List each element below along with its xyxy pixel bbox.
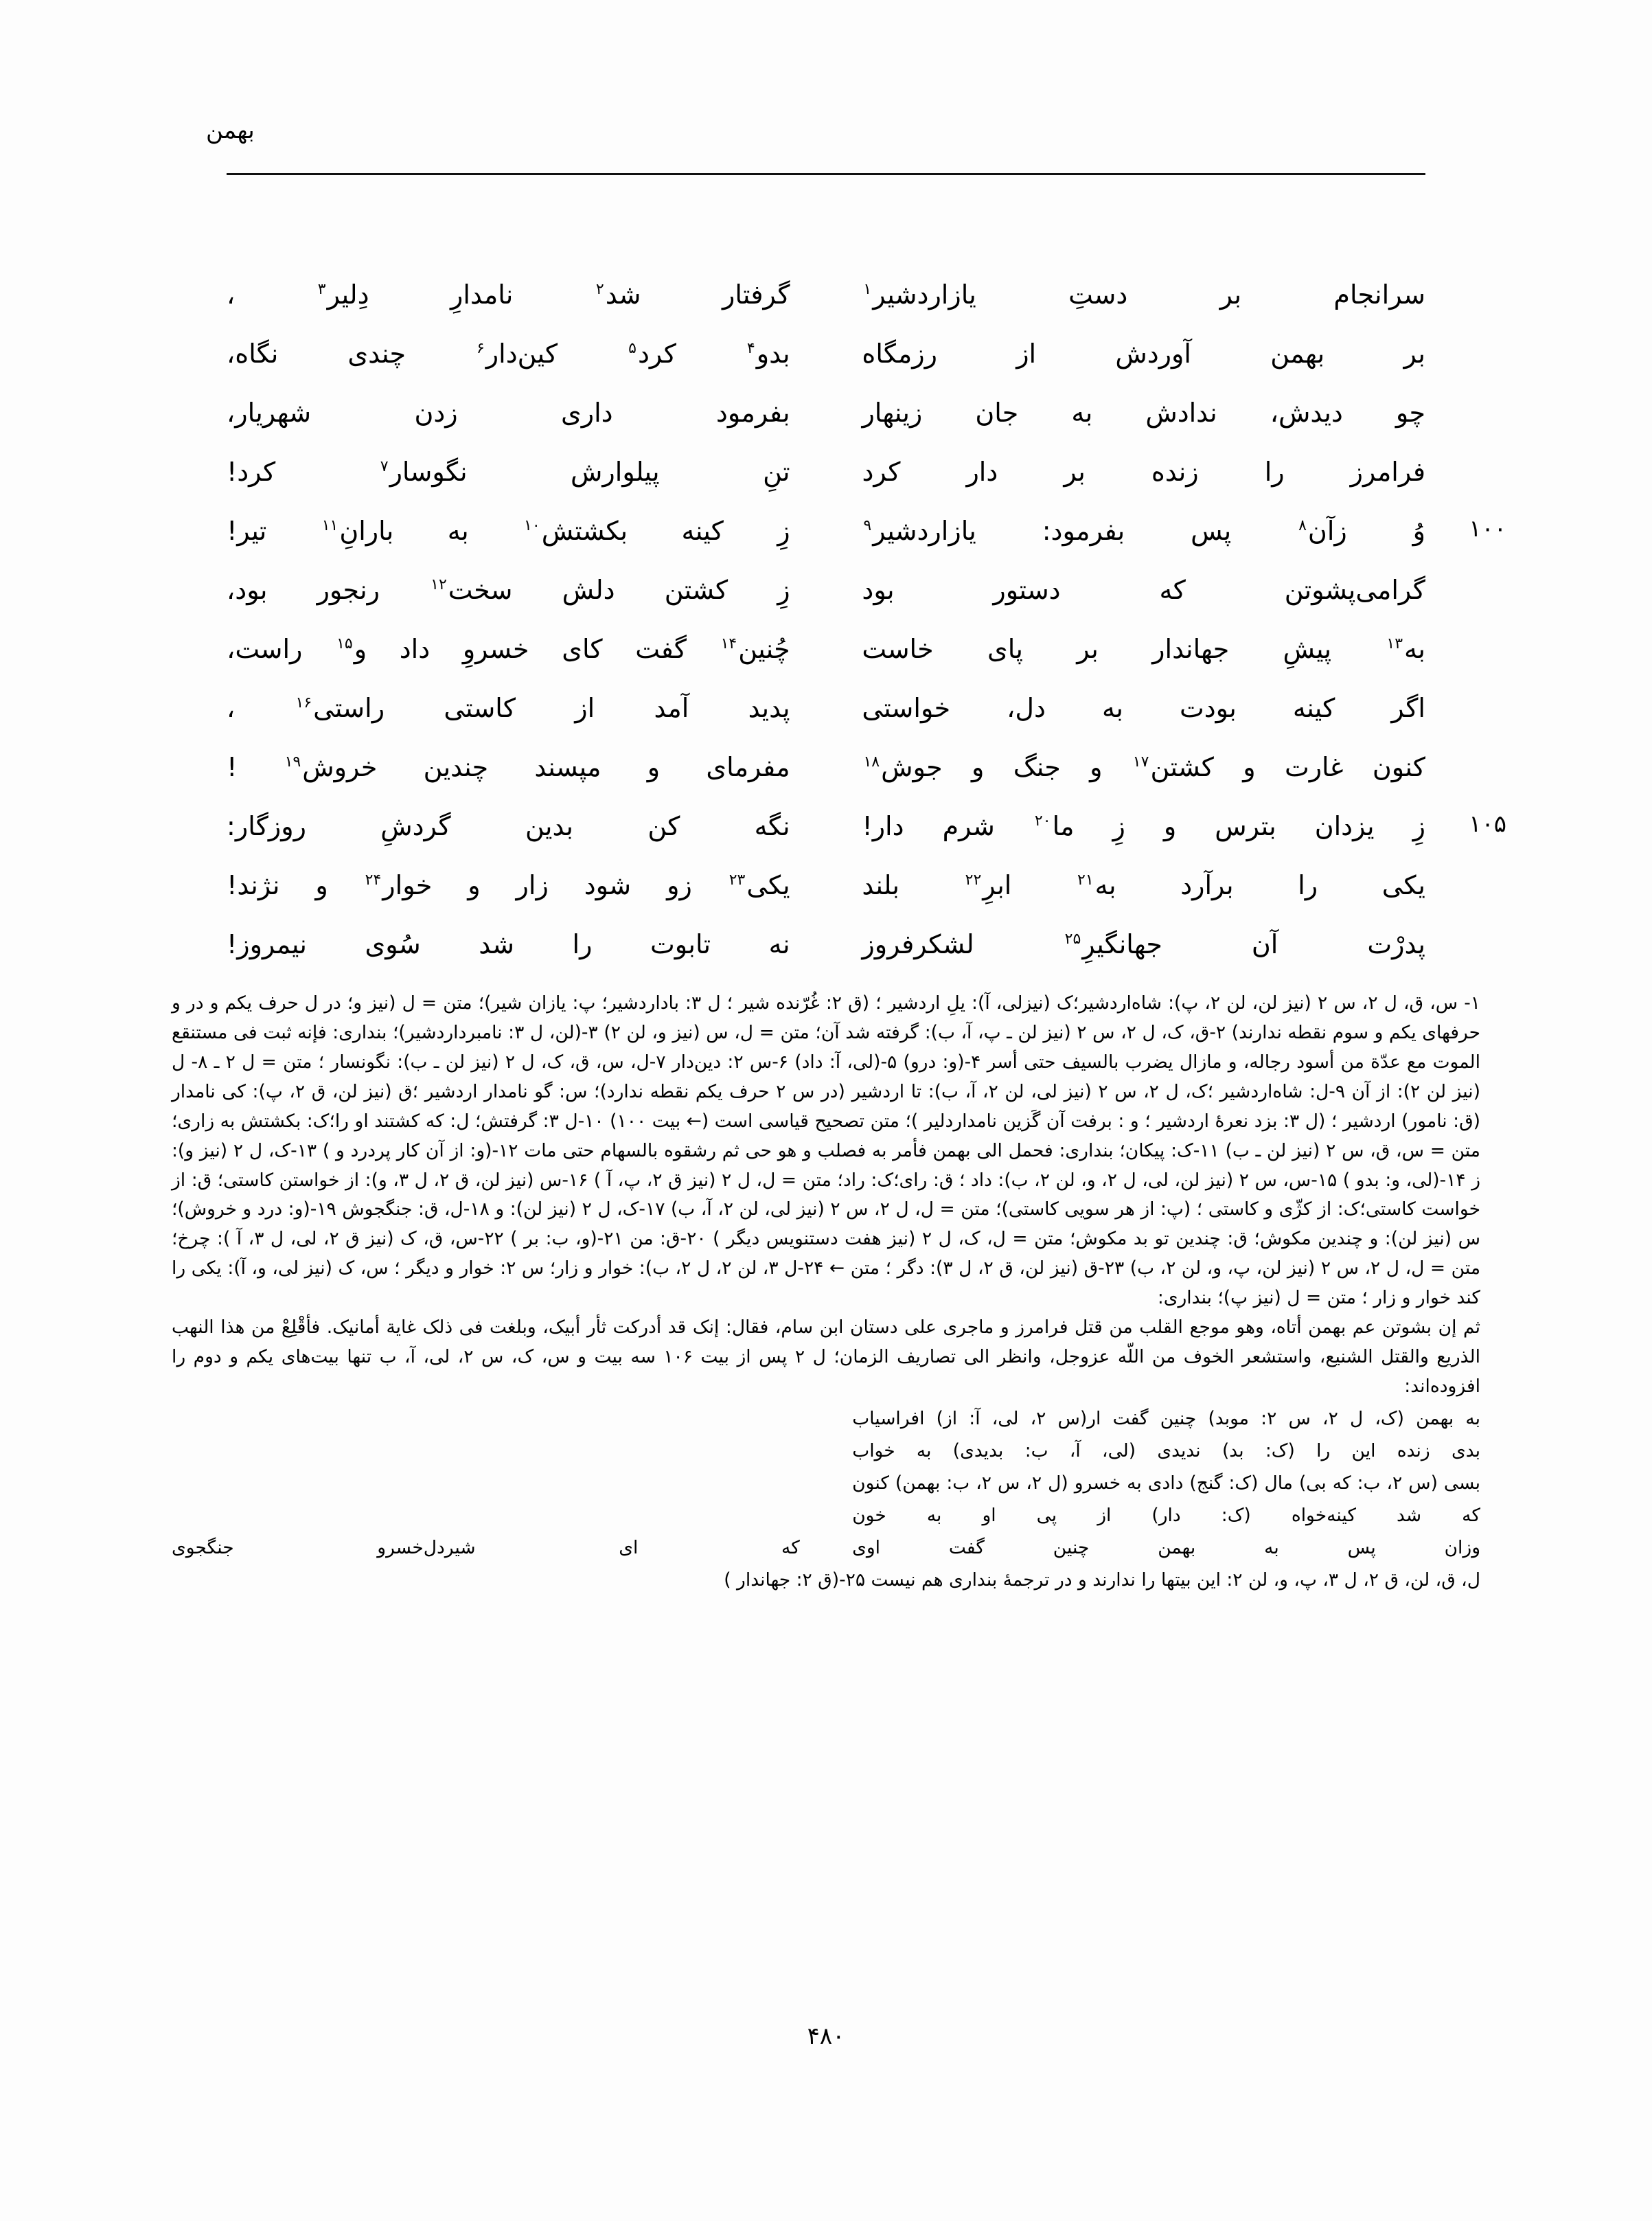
verse-couplet (227, 452, 1425, 494)
verse-word: دار! (862, 811, 904, 841)
apparatus-word: آ، (1069, 1439, 1081, 1461)
verse-word: پدرْت (1367, 929, 1425, 959)
verse-couplet (227, 629, 1425, 672)
verse-word: زنده (1151, 457, 1199, 487)
verse-word: و (1163, 811, 1177, 841)
apparatus-word: بد) (1221, 1439, 1244, 1461)
apparatus-word: کینه‌خواه (1291, 1504, 1356, 1526)
verse-word: که (1159, 575, 1186, 605)
verse-word: چو (1395, 398, 1425, 428)
verse-word: بود (862, 575, 895, 605)
verse-word: یکی$^{۲۳}$ (729, 870, 790, 900)
apparatus-hemistich-left (172, 1469, 800, 1499)
hemistich-left (227, 747, 790, 788)
apparatus-word: افراسیاب (852, 1407, 925, 1429)
hemistich-left (227, 806, 790, 847)
apparatus-word: دار) (1151, 1504, 1181, 1526)
variant-marker: ۱۹ (284, 753, 301, 771)
verse-word: دِلیر$^۳$ (317, 280, 369, 310)
verse-word: خوار$^{۲۴}$ (365, 870, 433, 900)
verse-word: آمد (654, 693, 689, 723)
verse-couplet (227, 275, 1425, 317)
verse-word: زِ (777, 575, 790, 605)
variant-marker: ۱۸ (863, 753, 880, 771)
verse-word: از (1016, 339, 1037, 369)
apparatus-hemistich-right (852, 1534, 1480, 1563)
verse-word: دیدش، (1270, 398, 1343, 428)
verse-word: ندادش (1145, 398, 1217, 428)
apparatus-word: ب: (1024, 1439, 1048, 1461)
apparatus-word: بسی (1443, 1472, 1480, 1494)
hemistich-left (227, 570, 790, 611)
variant-marker: ۲۰ (1034, 812, 1051, 830)
verse-word: نگوسار$^۷$ (380, 457, 468, 487)
verse-word: گرامی‌پشوتن (1284, 575, 1425, 605)
verse-word: به (1071, 398, 1093, 428)
hemistich-left (227, 334, 790, 374)
apparatus-word: بدی (1451, 1439, 1480, 1461)
verse-word: پیشِ (1283, 634, 1332, 664)
verse-word: و$^{۱۵}$ (336, 634, 367, 664)
apparatus-entry: ل، ق، لن، ق ۲، ل ۳، پ، و، لن ۲: این بیتها را ندارند و در ترجمهٔ بنداری هم نیست ۲۵-(ق ۲: جهاندار ) (724, 1569, 1480, 1591)
variant-marker: ۳ (317, 281, 326, 299)
apparatus-word: ۲، (1386, 1472, 1403, 1494)
variant-marker: ۲۵ (1064, 931, 1081, 948)
verse-word: دستور (993, 575, 1061, 605)
apparatus-word: ۲، (1030, 1407, 1046, 1429)
hemistich-left (227, 452, 790, 492)
verse-word: شرم (942, 811, 995, 841)
verse-word: داد (399, 634, 431, 664)
verse-couplet (227, 924, 1425, 967)
verse-word: سرانجام (1333, 280, 1425, 310)
variant-marker: ۲۱ (1077, 872, 1094, 889)
apparatus-word: به (1264, 1536, 1279, 1558)
verse-word: راستی$^{۱۶}$ (295, 693, 385, 723)
verse-word: نیمروز! (227, 929, 307, 959)
verse-word: کینه (681, 516, 724, 546)
verse-couplet (227, 688, 1425, 731)
verse-word: زِ (1112, 811, 1125, 841)
apparatus-word: زنده (1397, 1439, 1430, 1461)
apparatus-word: ۲، (976, 1472, 991, 1494)
verse-word: وُ (1412, 516, 1425, 546)
apparatus-word: ب: (946, 1472, 970, 1494)
apparatus-word: (ک: (1221, 1504, 1251, 1526)
verse-couplet (227, 865, 1425, 908)
folio-number: ۴۸۰ (807, 2023, 845, 2050)
verse-word: کرد! (227, 457, 276, 487)
verse-word: ، (227, 280, 236, 310)
apparatus-word: ۲: (1261, 1407, 1277, 1429)
verse-word: سُوی (365, 929, 421, 959)
variant-marker: ۱۰ (524, 517, 540, 535)
verse-word: زینهار (862, 398, 923, 428)
variant-marker: ۱۳ (1386, 635, 1403, 653)
verse-word: جهانگیرِ$^{۲۵}$ (1064, 929, 1162, 959)
verse-word: را (572, 929, 593, 959)
hemistich-right (862, 806, 1425, 847)
hemistich-right (862, 334, 1425, 374)
verse-word: بفرمود (715, 398, 790, 428)
apparatus-word: ل (1349, 1407, 1364, 1429)
verse-word: کینه (1292, 693, 1335, 723)
hemistich-left (227, 629, 790, 670)
verse-word: بترس (1215, 811, 1276, 841)
hemistich-left (227, 924, 790, 965)
verse-word: را (1264, 457, 1285, 487)
verse-word: بر (1403, 339, 1425, 369)
apparatus-word: بی) (1298, 1472, 1327, 1494)
apparatus-word: را (1316, 1439, 1331, 1461)
verse-word: به$^{۲۱}$ (1077, 870, 1116, 900)
apparatus-word: دادی (1147, 1472, 1184, 1494)
verse-word: راست، (227, 634, 303, 664)
verse-word: به$^{۱۳}$ (1386, 634, 1425, 664)
verse-word: نه (768, 929, 790, 959)
variant-marker: ۱۷ (1132, 753, 1149, 771)
apparatus-word: این (1351, 1439, 1376, 1461)
apparatus-word: چنین (1160, 1407, 1197, 1429)
verse-word: بفرمود: (1042, 516, 1125, 546)
verse-word: یازاردشیر$^۱$ (863, 280, 976, 310)
verse-word: ابرِ$^{۲۲}$ (965, 870, 1012, 900)
verse-word: کرد$^۵$ (628, 339, 676, 369)
apparatus-word: جنگجوی (172, 1536, 234, 1558)
apparatus-word: گفت (1112, 1407, 1149, 1429)
verse-line-number: ۱۰۵ (1469, 810, 1506, 838)
variant-marker: ۱ (863, 281, 872, 299)
apparatus-word: کنون (852, 1472, 889, 1494)
verse-word: نامدارِ (450, 280, 514, 310)
apparatus-word: وزان (1444, 1536, 1480, 1558)
variant-marker: ۱۶ (295, 694, 312, 712)
verse-word: جان (975, 398, 1019, 428)
verse-word: ، (227, 693, 236, 723)
hemistich-left (227, 511, 790, 551)
verse-word: گردشِ (380, 811, 451, 841)
apparatus-word: به (916, 1439, 932, 1461)
variant-marker: ۴ (746, 340, 755, 358)
verse-word: بر (1219, 280, 1242, 310)
verse-word: دلش (562, 575, 615, 605)
apparatus-word: خون (852, 1504, 886, 1526)
hemistich-right (862, 865, 1425, 906)
verse-word: بود، (227, 575, 268, 605)
variant-marker: ۲۳ (729, 872, 746, 889)
verse-word: نگاه، (227, 339, 279, 369)
verse-word: رنجور (317, 575, 380, 605)
verse-couplet (227, 747, 1425, 790)
apparatus-word: بدیدی) (952, 1439, 1004, 1461)
apparatus-word: ب: (1357, 1472, 1381, 1494)
apparatus-word: که (781, 1536, 800, 1558)
apparatus-word: (ل (1048, 1472, 1068, 1494)
apparatus-word: (س (1408, 1472, 1438, 1494)
verse-word: خسروِ (462, 634, 529, 664)
verse-word: فرامرز (1350, 457, 1425, 487)
apparatus-word: به (926, 1504, 942, 1526)
verse-word: زدن (414, 398, 458, 428)
verse-word: لشکرفروز (862, 929, 974, 959)
variant-marker: ۱۵ (336, 635, 353, 653)
variant-marker: ۵ (628, 340, 636, 358)
apparatus-entry: ۱- س، ق، ل ۲، س ۲ (نیز لن، لن ۲، پ): شاه‌اردشیر؛ک (نیزلی، آ): یلِ اردشیر ؛ (ق ۲: غُرّنده شیر ؛ ل ۳: باداردشیر؛ پ: یازان شیر)؛ متن = ل (نیز و؛ در ل حرف یکم و در و حرفهای یکم و سوم نقطه ندارند) ۲-ق، ک، ل ۲، س ۲ (نیز لن ـ پ، آ، ب): گرفته شد آن؛ متن = ل، س (نیز و، لن ۲) ۳-(لن، ل ۳: نامبرداردشیر)؛ بنداری: فإنه ثبت فی مستنقع الموت مع عدّة من أسود رجاله، و مازال یضرب بالسیف حتی أسر ۴-(و: درو) ۵-(لی، آ: داد) ۶-س ۲: دین‌دار ۷-ل، س، ق، ک، ل ۲ (نیز لن ـ ب): نگونسار ؛ متن = ل ۲ ـ ۸- ل (نیز لن ۲): از آن ۹-ل: شاه‌اردشیر ؛ک، ل ۲، س ۲ (نیز لی، لن ۲، آ، ب): تا اردشیر (در س ۲ حرف یکم نقطه ندارد)؛ س: گو نامدار اردشیر ؛ق (نیز لن، ق ۲، پ): کی نامدار (ق: نامور) اردشیر ؛ (ل ۳: بزد نعرهٔ اردشیر ؛ و : برفت آن گَزین نامداردلیر )؛ متن تصحیح قیاسی است (← بیت ۱۰۰) ۱۰-ل ۳: گرفتش؛ ل: که کشتند او را؛ک: بکشتش به زاری؛ متن = س، ق، س ۲ (نیز لن ـ ب) ۱۱-ک: پیکان؛ بنداری: فحمل الی بهمن فأمر به فصلب و هو حی ثم رشقوه بالسهام حتی مات ۱۲-(و: از آن کار پردرد و ) ۱۳-ک، ل ۲ (نیز و): ز ۱۴-(لی، و: بدو ) ۱۵-س، س ۲ (نیز لن، لی، ل ۲، و، لن ۲، ب): داد ؛ ق: رای؛ک: راد؛ متن = ل، ل ۲ (نیز ق ۲، پ، آ ) ۱۶-س (نیز لن، ق ۲، ل ۳، و): از خواستن کاستی؛ ق: از خواست کاستی؛ک: از کژّی و کاستی ؛ (پ: از هر سویی کاستی)؛ متن = ل، ل ۲، س ۲ (نیز لی، لن ۲، آ، ب) ۱۷-ک، ل ۲ (نیز لن): و ۱۸-ل، ق: جنگجوش ۱۹-(و: درد و خروش)؛ س (نیز لن): و چندین مکوش؛ ق: چندین تو بد مکوش؛ متن = ل، ک، ل ۲ (نیز هفت دستنویس دیگر ) ۲۰-ق: من ۲۱-(و، ب: بر ) ۲۲-س، ق، ک (نیز ق ۲، لی، ل ۳، آ ): چرخ؛ متن = ل، ل ۲، س ۲ (نیز لن، پ، و، لن ۲، ب) ۲۳-ق (نیز لن، ق ۲، ل ۳): دگر ؛ متن ← ۲۴-ل ۳، لن ۲، ل ۲، ب): خوار و زار؛ س ۲: خوار و دیگر ؛ س، ک (نیز لی، و، آ): یکی را کند خوار و زار ؛ متن = ل (نیز پ)؛ بنداری: (172, 992, 1481, 1309)
hemistich-right (862, 275, 1425, 315)
apparatus-word: بهمن (1158, 1536, 1196, 1558)
apparatus-criticus (172, 989, 1480, 1595)
apparatus-word: گفت (948, 1536, 985, 1558)
verse-word: چندی (347, 339, 406, 369)
variant-marker: ۷ (380, 458, 389, 476)
variant-marker: ۶ (476, 340, 485, 358)
verse-word: جهاندار (1152, 634, 1230, 664)
apparatus-word: ندیدی (1157, 1439, 1201, 1461)
apparatus-word: شد (1397, 1504, 1422, 1526)
verse-word: کشتن$^{۱۷}$ (1132, 752, 1214, 782)
apparatus-word: او (982, 1504, 996, 1526)
verse-couplet (227, 511, 1506, 554)
verse-word: بر (1064, 457, 1086, 487)
verse-word: زار (516, 870, 549, 900)
verse-word: کن (647, 811, 680, 841)
verse-word: کین‌دار$^۶$ (476, 339, 558, 369)
apparatus-couplet (172, 1534, 1480, 1563)
apparatus-word: آ: (969, 1407, 980, 1429)
apparatus-word: ۲، (1322, 1407, 1338, 1429)
hemistich-left (227, 393, 790, 433)
apparatus-word: پس (1347, 1536, 1376, 1558)
apparatus-hemistich-left (172, 1534, 800, 1563)
verse-word: نگه (754, 811, 790, 841)
verse-word: گرفتار (722, 280, 790, 310)
verse-couplet (227, 393, 1425, 435)
apparatus-word: (ک: (1265, 1439, 1295, 1461)
apparatus-word: اوی (852, 1536, 881, 1558)
apparatus-word: ار(س (1057, 1407, 1101, 1429)
verse-word: پس (1191, 516, 1232, 546)
verse-word: بهمن (1270, 339, 1325, 369)
verse-word: ما$^{۲۰}$ (1034, 811, 1075, 841)
verse-word: رزمگاه (862, 339, 937, 369)
apparatus-hemistich-right (852, 1404, 1480, 1434)
verse-word: یازاردشیر$^۹$ (863, 516, 976, 546)
verse-word: تنِ (763, 457, 790, 487)
apparatus-word: شیردل‌خسرو (377, 1536, 476, 1558)
variant-marker: ۱۱ (321, 517, 339, 535)
apparatus-hemistich-right (852, 1501, 1480, 1531)
verse-word: تابوت (650, 929, 711, 959)
verse-word: یزدان (1314, 811, 1375, 841)
verse-word: برآرد (1180, 870, 1234, 900)
verse-word: غارت (1284, 752, 1344, 782)
verse-word: از (575, 693, 595, 723)
verse-word: روزگار: (227, 811, 306, 841)
apparatus-word: لی، (991, 1407, 1019, 1429)
verse-word: ! (227, 752, 238, 782)
hemistich-right (862, 688, 1425, 729)
verse-word: بدو$^۴$ (746, 339, 790, 369)
variant-marker: ۲۲ (965, 872, 982, 889)
verse-word: بکشتش$^{۱۰}$ (524, 516, 628, 546)
hemistich-right (862, 511, 1425, 551)
verse-word: شد (479, 929, 514, 959)
verse-word: و (971, 752, 985, 782)
hemistich-right (862, 393, 1425, 433)
verse-word: خروش$^{۱۹}$ (284, 752, 378, 782)
verse-word: را (1298, 870, 1318, 900)
verse-line-number: ۱۰۰ (1469, 515, 1506, 543)
verse-word: جوش$^{۱۸}$ (863, 752, 943, 782)
hemistich-left (227, 865, 790, 906)
apparatus-word: (ک، (1375, 1407, 1404, 1429)
verse-word: مپسند (534, 752, 601, 782)
verse-word: دار (966, 457, 998, 487)
apparatus-word: س (1288, 1407, 1311, 1429)
apparatus-word: به (1465, 1407, 1480, 1429)
hemistich-right (862, 747, 1425, 788)
verse-word: بارانِ$^{۱۱}$ (321, 516, 394, 546)
verse-word: بودت (1179, 693, 1237, 723)
apparatus-hemistich-right (852, 1469, 1480, 1499)
verse-word: پای (987, 634, 1023, 664)
apparatus-hemistich-left (172, 1437, 800, 1466)
verse-word: چندین (423, 752, 489, 782)
hemistich-right (862, 924, 1425, 965)
verse-word: مفرمای (706, 752, 790, 782)
apparatus-couplet (172, 1404, 1480, 1434)
verse-word: تیر! (227, 516, 267, 546)
verse-word: پیلوارش (571, 457, 660, 487)
hemistich-left (227, 275, 790, 315)
variant-marker: ۲ (595, 281, 604, 299)
verse-word: خاست (862, 634, 934, 664)
verse-couplet (227, 806, 1506, 849)
apparatus-word: چنین (1053, 1536, 1090, 1558)
apparatus-entry: ثم إن بشوتن عم بهمن أتاه، وهو موجع القلب من قتل فرامرز و ماجری علی دستان ابن سام، فقال: إنک قد أدرکت ثأر أبیک، وبلغت فی ذلک غایة أمانیک. فأقْلِعْ من هذا النهب الذریع والقتل الشنیع، واستشعر الخوف من اللّه عزوجل، وانظر الی تصاریف الزمان؛ ل ۲ پس از بیت ۱۰۶ سه بیت و س، ک، س ۲، لی، آ، ب تنها بیت‌های یکم و دوم را افزوده‌اند: (172, 1317, 1480, 1397)
apparatus-hemistich-left (172, 1404, 800, 1434)
verse-word: آن (1251, 929, 1278, 959)
verse-word: و (1090, 752, 1103, 782)
verse-word: زآن$^۸$ (1298, 516, 1347, 546)
verse-word: چُنین$^{۱۴}$ (720, 634, 790, 664)
verse-word: شود (584, 870, 632, 900)
variant-marker: ۸ (1298, 517, 1307, 535)
verse-word: و (315, 870, 328, 900)
verse-word: دستِ (1068, 280, 1128, 310)
verse-word: داری (561, 398, 613, 428)
variant-marker: ۹ (863, 517, 872, 535)
apparatus-hemistich-left (172, 1501, 800, 1531)
verse-word: کاستی (444, 693, 516, 723)
verse-word: کرد (862, 457, 901, 487)
apparatus-word: بهمن) (895, 1472, 941, 1494)
apparatus-word: بهمن (1416, 1407, 1454, 1429)
verse-word: زو (667, 870, 692, 900)
verse-word: دل، (1007, 693, 1046, 723)
apparatus-word: موبد) (1208, 1407, 1249, 1429)
verse-word: و (647, 752, 661, 782)
apparatus-couplet (172, 1469, 1480, 1499)
apparatus-word: س (997, 1472, 1020, 1494)
verse-word: یکی (1381, 870, 1425, 900)
variant-marker: ۲۴ (365, 872, 382, 889)
verse-word: به (447, 516, 469, 546)
verse-word: کای (562, 634, 603, 664)
verse-word: بدین (525, 811, 573, 841)
verse-word: به (1101, 693, 1123, 723)
verse-word: و (1243, 752, 1256, 782)
header-rule (227, 173, 1425, 175)
apparatus-couplet (172, 1437, 1480, 1466)
apparatus-word: که (1332, 1472, 1351, 1494)
verse-word: خواستی (862, 693, 951, 723)
apparatus-couplet (172, 1501, 1480, 1531)
apparatus-word: خواب (852, 1439, 895, 1461)
apparatus-word: گنج) (1189, 1472, 1223, 1494)
running-head (172, 117, 1480, 144)
hemistich-right (862, 570, 1425, 611)
variant-marker: ۱۲ (431, 576, 447, 594)
verse-word: زِ (777, 516, 790, 546)
apparatus-word: از (1097, 1504, 1112, 1526)
verse-word: بر (1077, 634, 1099, 664)
apparatus-word: خسرو (1074, 1472, 1121, 1494)
chapter-title: بهمن (206, 117, 255, 144)
verse-couplet (227, 334, 1425, 376)
apparatus-hemistich-right (852, 1437, 1480, 1466)
apparatus-word: از) (936, 1407, 958, 1429)
verse-word: شد$^۲$ (595, 280, 641, 310)
apparatus-word: ۲، (1026, 1472, 1042, 1494)
variant-marker: ۱۴ (720, 635, 737, 653)
verse-word: آوردش (1115, 339, 1191, 369)
verse-word: کنون (1372, 752, 1425, 782)
apparatus-word: به (1127, 1472, 1142, 1494)
apparatus-word: پی (1036, 1504, 1057, 1526)
verse-word: شهریار، (227, 398, 312, 428)
verse-word: نژند! (227, 870, 280, 900)
verse-word: و (468, 870, 481, 900)
hemistich-left (227, 688, 790, 729)
verse-word: گفت (635, 634, 687, 664)
verse-word: اگر (1391, 693, 1425, 723)
verse-word: پدید (748, 693, 790, 723)
apparatus-word: (لی، (1102, 1439, 1136, 1461)
verse-couplet (227, 570, 1425, 613)
verse-block (227, 275, 1506, 983)
hemistich-right (862, 629, 1425, 670)
verse-word: زِ (1412, 811, 1425, 841)
apparatus-word: که (1462, 1504, 1480, 1526)
hemistich-right (862, 452, 1425, 492)
verse-word: بلند (862, 870, 899, 900)
apparatus-word: مال (1264, 1472, 1293, 1494)
apparatus-word: (ک: (1228, 1472, 1259, 1494)
verse-word: سخت$^{۱۲}$ (431, 575, 513, 605)
verse-word: کشتن (664, 575, 729, 605)
apparatus-word: ای (619, 1536, 639, 1558)
verse-word: جنگ (1013, 752, 1061, 782)
